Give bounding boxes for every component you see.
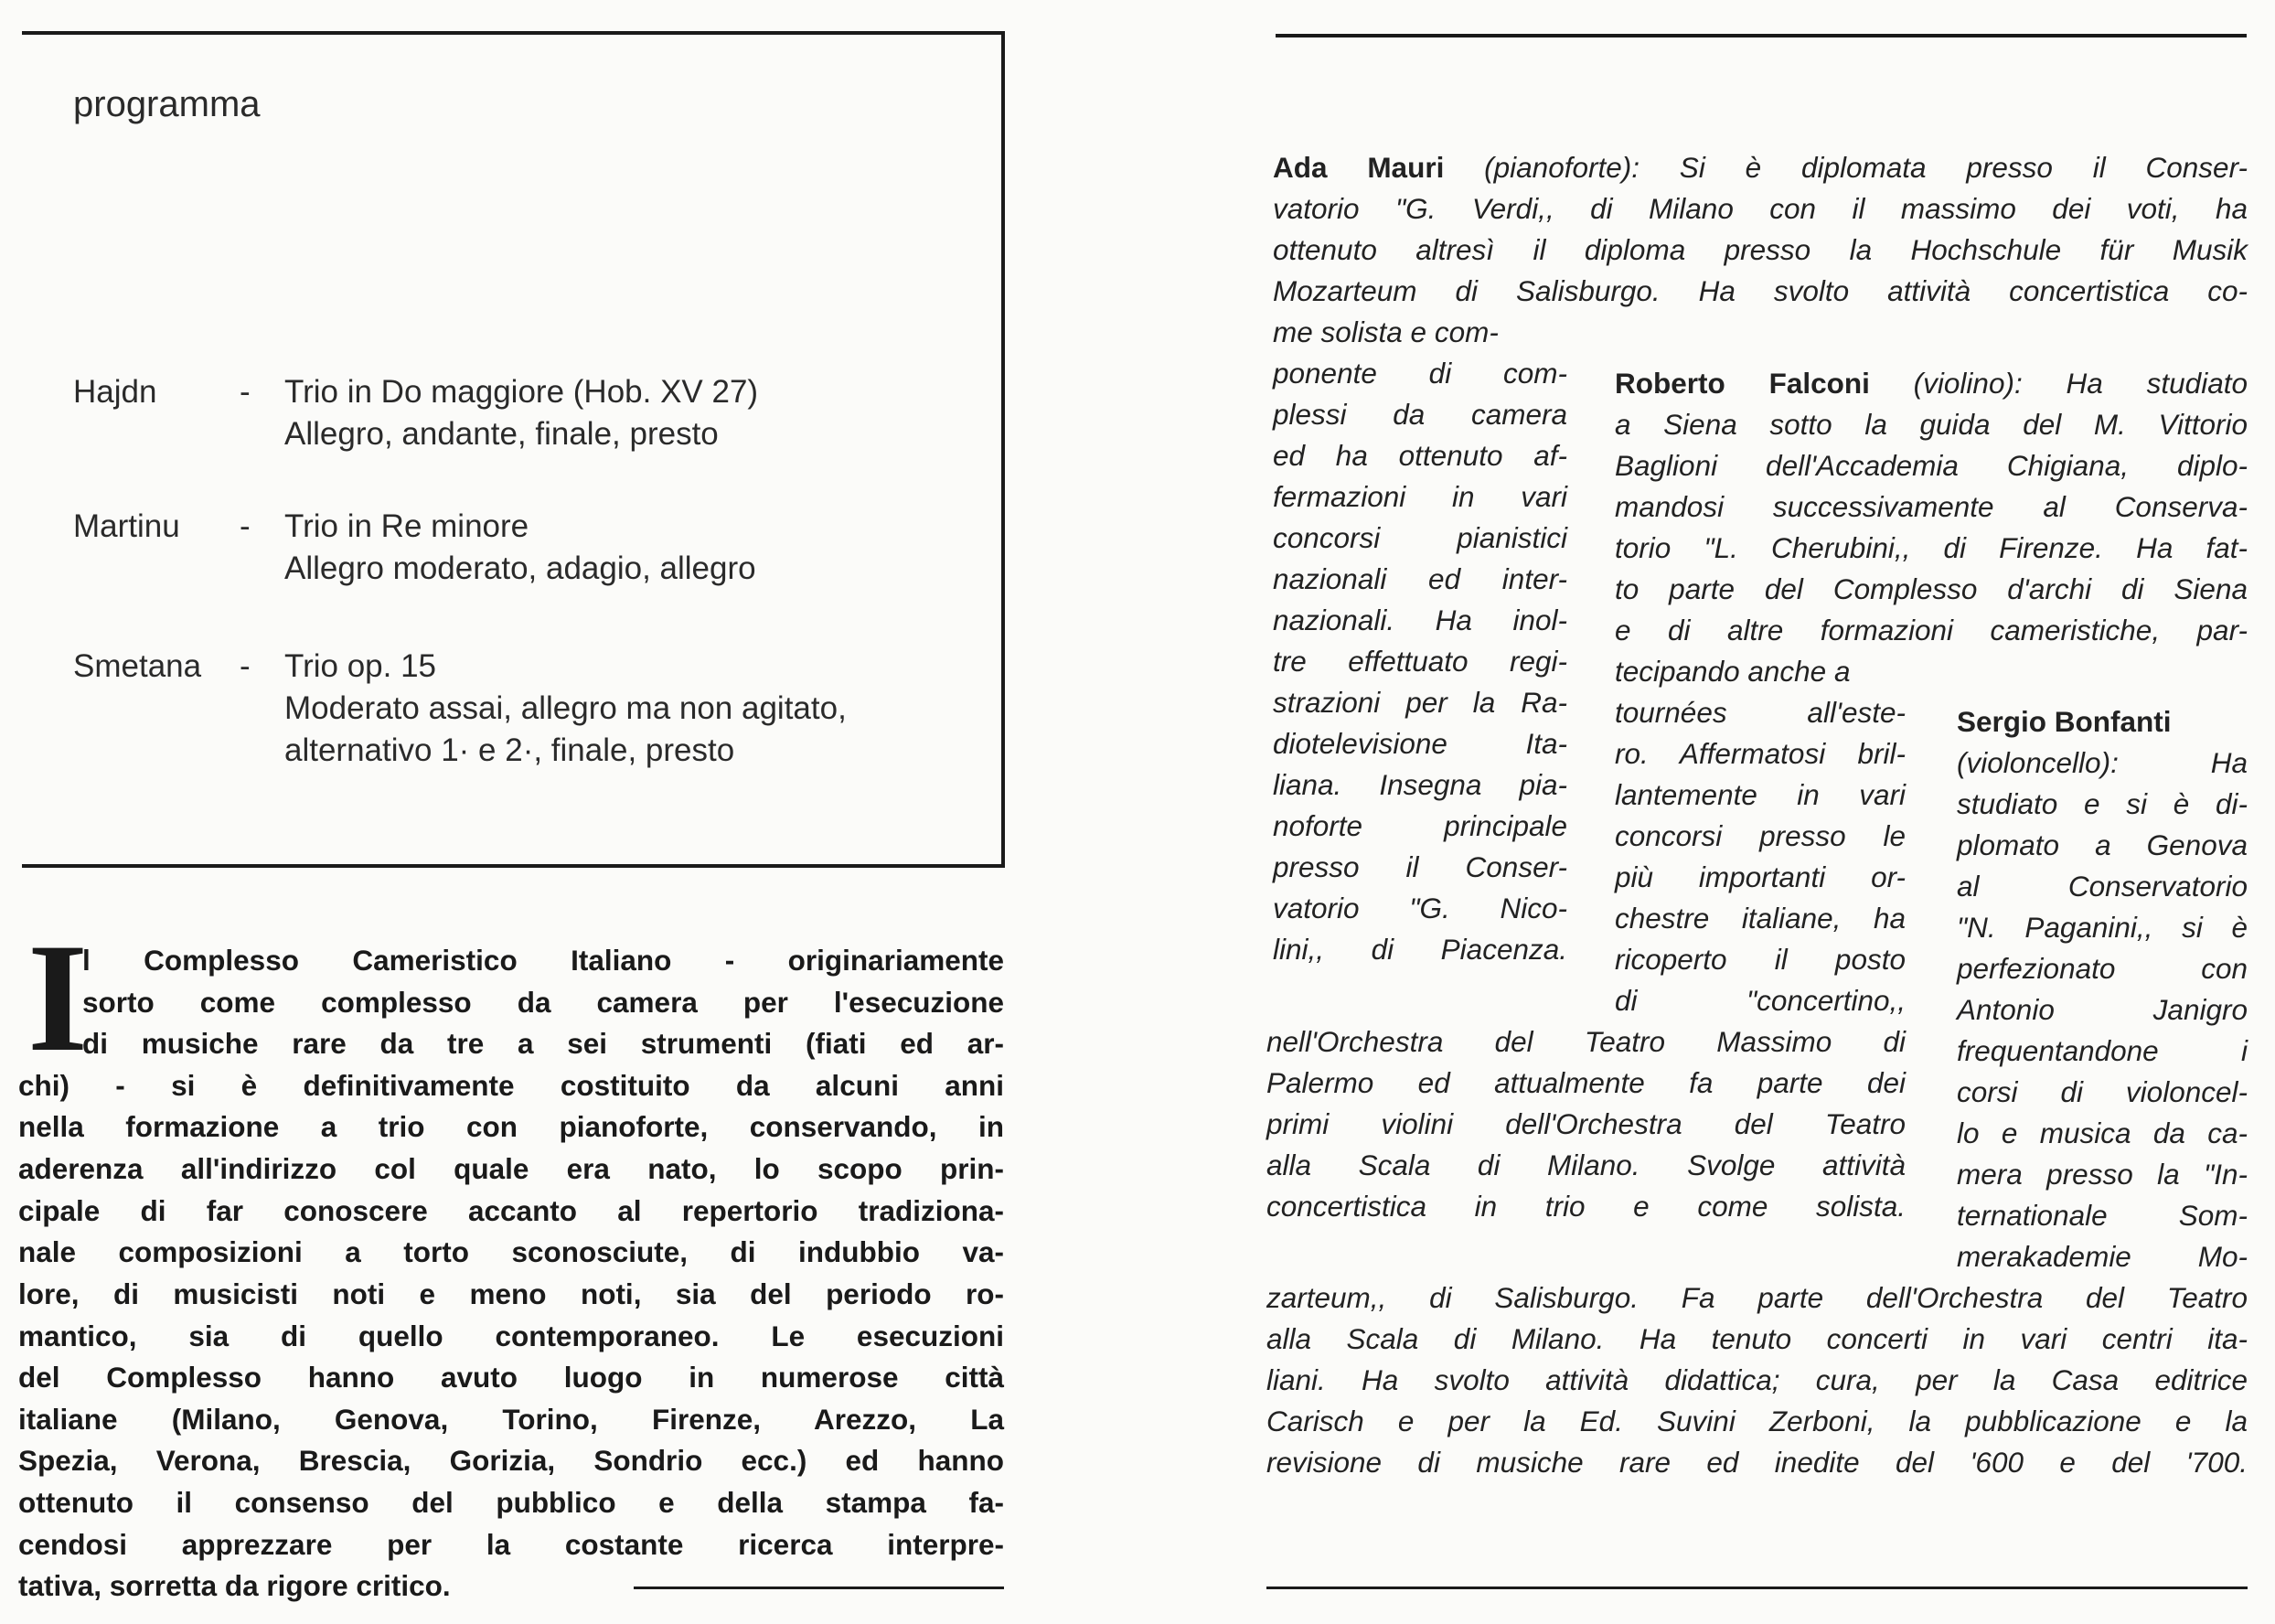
bio-line: ed ha ottenuto af- xyxy=(1273,439,1567,472)
bio-line: lo e musica da ca- xyxy=(1957,1116,2248,1149)
bio-line: tournées all'este- xyxy=(1615,696,1906,729)
composer-dash: - xyxy=(240,648,251,684)
bio-line: (violoncello): Ha xyxy=(1957,746,2248,779)
bio-line: nazionali ed inter- xyxy=(1273,562,1567,595)
bio-line: fermazioni in vari xyxy=(1273,480,1567,513)
program-work-line: Trio in Re minore xyxy=(284,508,529,544)
bio-line: di "concertino,, xyxy=(1615,984,1906,1017)
bio-name: Ada Mauri xyxy=(1273,151,1445,184)
bio-line: presso il Conser- xyxy=(1273,850,1567,883)
bio-line: ottenuto altresì il diploma presso la Hochschule für Musik xyxy=(1273,233,2248,266)
bio-line: corsi di violoncel- xyxy=(1957,1075,2248,1108)
bio-line: concertistica in trio e come solista. xyxy=(1266,1190,1906,1223)
bio-line: più importanti or- xyxy=(1615,860,1906,893)
composer-dash: - xyxy=(240,508,251,544)
composer-name: Martinu xyxy=(73,508,180,544)
intro-line: Spezia, Verona, Brescia, Gorizia, Sondrio ecc.) ed hanno xyxy=(18,1444,1004,1477)
bio-line: concorsi pianistici xyxy=(1273,521,1567,554)
program-work-line: Moderato assai, allegro ma non agitato, xyxy=(284,690,847,726)
bio-line: to parte del Complesso d'archi di Siena xyxy=(1615,572,2248,605)
bio-line: tecipando anche a xyxy=(1615,655,1851,688)
intro-line: di musiche rare da tre a sei strumenti (fiati ed ar- xyxy=(82,1027,1004,1060)
bio-line: chestre italiane, ha xyxy=(1615,902,1906,935)
bio-line: noforte principale xyxy=(1273,809,1567,842)
bio-line: diotelevisione Ita- xyxy=(1273,727,1567,760)
intro-line: nella formazione a trio con pianoforte, conservando, in xyxy=(18,1110,1004,1143)
intro-line: chi) - si è definitivamente costituito da alcuni anni xyxy=(18,1069,1004,1102)
bio-line: merakademie Mo- xyxy=(1957,1240,2248,1273)
bio-role: (pianoforte): xyxy=(1444,151,1639,184)
bio-line: nazionali. Ha inol- xyxy=(1273,604,1567,636)
intro-line: cendosi apprezzare per la costante ricerca interpre- xyxy=(18,1528,1004,1561)
intro-line: italiane (Milano, Genova, Torino, Firenze, Arezzo, La xyxy=(18,1403,1004,1436)
bio-line: ternationale Som- xyxy=(1957,1199,2248,1232)
intro-line: aderenza all'indirizzo col quale era nato, lo scopo prin- xyxy=(18,1152,1004,1185)
intro-line: tativa, sorretta da rigore critico. xyxy=(18,1569,451,1602)
bio-line: lini,, di Piacenza. xyxy=(1273,933,1567,966)
bio-line: liani. Ha svolto attività didattica; cura, per la Casa editrice xyxy=(1266,1363,2248,1396)
intro-end-rule xyxy=(634,1587,1004,1589)
program-work-line: alternativo 1· e 2·, finale, presto xyxy=(284,732,735,768)
top-rule xyxy=(1276,34,2247,37)
bottom-rule xyxy=(1266,1587,2248,1589)
bio-line: frequentandone i xyxy=(1957,1034,2248,1067)
bio-line: ro. Affermatosi bril- xyxy=(1615,737,1906,770)
bio-line: al Conservatorio xyxy=(1957,870,2248,903)
intro-line: sorto come complesso da camera per l'esecuzione xyxy=(82,986,1004,1019)
bio-line: concorsi presso le xyxy=(1615,819,1906,852)
bio-line: plomato a Genova xyxy=(1957,828,2248,861)
bio-name: Sergio Bonfanti xyxy=(1957,705,2172,738)
intro-line: l Complesso Cameristico Italiano - originariamente xyxy=(82,944,1004,977)
bio-line: ricoperto il posto xyxy=(1615,943,1906,976)
program-work-line: Trio in Do maggiore (Hob. XV 27) xyxy=(284,374,759,410)
bio-line: a Siena sotto la guida del M. Vittorio xyxy=(1615,408,2248,441)
intro-line: nale composizioni a torto sconosciute, di indubbio va- xyxy=(18,1235,1004,1268)
composer-dash: - xyxy=(240,374,251,410)
intro-line: cipale di far conoscere accanto al repertorio tradiziona- xyxy=(18,1194,1004,1227)
composer-name: Hajdn xyxy=(73,374,157,410)
bio-line: torio "L. Cherubini,, di Firenze. Ha fat- xyxy=(1615,531,2248,564)
bio-line: alla Scala di Milano. Ha tenuto concerti in vari centri ita- xyxy=(1266,1322,2248,1355)
bio-name: Roberto Falconi xyxy=(1615,367,1870,400)
composer-name: Smetana xyxy=(73,648,202,684)
bio-role: (violino): xyxy=(1869,367,2023,400)
bio-line: Baglioni dell'Accademia Chigiana, diplo- xyxy=(1615,449,2248,482)
bio-line: revisione di musiche rare ed inedite del '600 e del '700. xyxy=(1266,1446,2248,1479)
bio-line: zarteum,, di Salisburgo. Fa parte dell'Orchestra del Teatro xyxy=(1266,1281,2248,1314)
program-work-line: Trio op. 15 xyxy=(284,648,437,684)
bio-line: Ada Mauri (pianoforte): Si è diplomata presso il Conser- xyxy=(1273,151,2248,184)
bio-line: lantemente in vari xyxy=(1615,778,1906,811)
intro-line: ottenuto il consenso del pubblico e della stampa fa- xyxy=(18,1486,1004,1519)
bio-line: Roberto Falconi (violino): Ha studiato xyxy=(1615,367,2248,400)
bio-line: "N. Paganini,, si è xyxy=(1957,911,2248,944)
intro-dropcap: I xyxy=(27,912,89,1084)
bio-line: liana. Insegna pia- xyxy=(1273,768,1567,801)
bio-line: mera presso la "In- xyxy=(1957,1158,2248,1191)
bio-line: plessi da camera xyxy=(1273,398,1567,431)
bio-line: nell'Orchestra del Teatro Massimo di xyxy=(1266,1025,1906,1058)
intro-line: mantico, sia di quello contemporaneo. Le esecuzioni xyxy=(18,1320,1004,1352)
bio-line: mandosi successivamente al Conserva- xyxy=(1615,490,2248,523)
intro-line: lore, di musicisti noti e meno noti, sia del periodo ro- xyxy=(18,1277,1004,1310)
bio-line: e di altre formazioni cameristiche, par- xyxy=(1615,614,2248,646)
bio-line: perfezionato con xyxy=(1957,952,2248,985)
bio-line: me solista e com- xyxy=(1273,315,1499,348)
program-work-line: Allegro, andante, finale, presto xyxy=(284,416,719,452)
bio-line: Mozarteum di Salisburgo. Ha svolto attività concertistica co- xyxy=(1273,274,2248,307)
bio-line: vatorio "G. Verdi,, di Milano con il massimo dei voti, ha xyxy=(1273,192,2248,225)
bio-line: vatorio "G. Nico- xyxy=(1273,892,1567,924)
bio-line: Carisch e per la Ed. Suvini Zerboni, la pubblicazione e la xyxy=(1266,1405,2248,1437)
bio-line: strazioni per la Ra- xyxy=(1273,686,1567,719)
bio-line: ponente di com- xyxy=(1273,357,1567,390)
bio-line: Antonio Janigro xyxy=(1957,993,2248,1026)
bio-line: studiato e si è di- xyxy=(1957,787,2248,820)
program-work-line: Allegro moderato, adagio, allegro xyxy=(284,550,756,586)
intro-line: del Complesso hanno avuto luogo in numerose città xyxy=(18,1361,1004,1394)
programma-title: programma xyxy=(73,84,261,124)
bio-line: alla Scala di Milano. Svolge attività xyxy=(1266,1149,1906,1181)
bio-line: Palermo ed attualmente fa parte dei xyxy=(1266,1066,1906,1099)
bio-line: primi violini dell'Orchestra del Teatro xyxy=(1266,1107,1906,1140)
bio-line: tre effettuato regi- xyxy=(1273,645,1567,678)
